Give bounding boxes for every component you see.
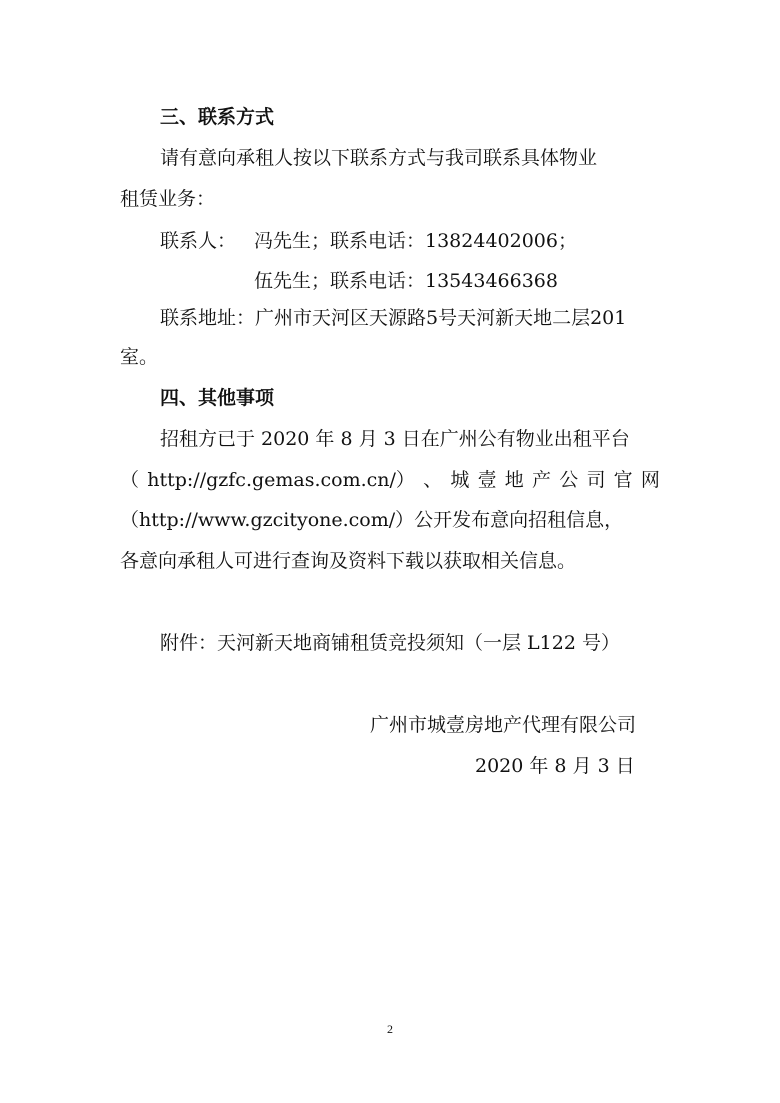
contact-1: 冯先生；联系电话：13824402006； bbox=[254, 230, 577, 252]
portal-url-link[interactable]: http://gzfc.gemas.com.cn/） bbox=[147, 469, 415, 491]
contact-2: 伍先生；联系电话：13543466368 bbox=[254, 270, 558, 292]
text-segment: 地 bbox=[504, 469, 524, 491]
text-segment: 网 bbox=[640, 469, 660, 491]
attachment-note: 附件：天河新天地商铺租赁竞投须知（一层 L122 号） bbox=[160, 632, 620, 654]
section-4-line-4: 各意向承租人可进行查询及资料下载以获取相关信息。 bbox=[120, 550, 577, 572]
text-segment: 公 bbox=[559, 469, 579, 491]
section-4-line-2 bbox=[120, 467, 660, 493]
text-segment: 产 bbox=[532, 469, 552, 491]
section-4-line-3: （http://www.gzcityone.com/）公开发布意向招租信息， bbox=[120, 509, 624, 531]
signature-company: 广州市城壹房地产代理有限公司 bbox=[370, 714, 637, 736]
section-4-line-1: 招租方已于 2020 年 8 月 3 日在广州公有物业出租平台 bbox=[160, 428, 630, 450]
text-segment: 官 bbox=[613, 469, 633, 491]
text-segment: 壹 bbox=[477, 469, 497, 491]
contact-label: 联系人： bbox=[160, 230, 237, 252]
text-segment: 司 bbox=[586, 469, 606, 491]
page-number: 2 bbox=[387, 1022, 393, 1036]
text-segment: 、 bbox=[423, 469, 443, 491]
signature-date: 2020 年 8 月 3 日 bbox=[475, 755, 635, 777]
section-4-heading: 四、其他事项 bbox=[160, 387, 275, 409]
address-line-1: 联系地址：广州市天河区天源路5号天河新天地二层201 bbox=[160, 307, 627, 329]
text-segment: （ bbox=[120, 469, 140, 491]
section-3-heading: 三、联系方式 bbox=[160, 106, 275, 128]
section-3-intro-line-1: 请有意向承租人按以下联系方式与我司联系具体物业 bbox=[160, 147, 598, 169]
text-segment: 城 bbox=[450, 469, 470, 491]
section-3-intro-line-2: 租赁业务： bbox=[120, 188, 216, 210]
address-line-2: 室。 bbox=[120, 346, 159, 368]
